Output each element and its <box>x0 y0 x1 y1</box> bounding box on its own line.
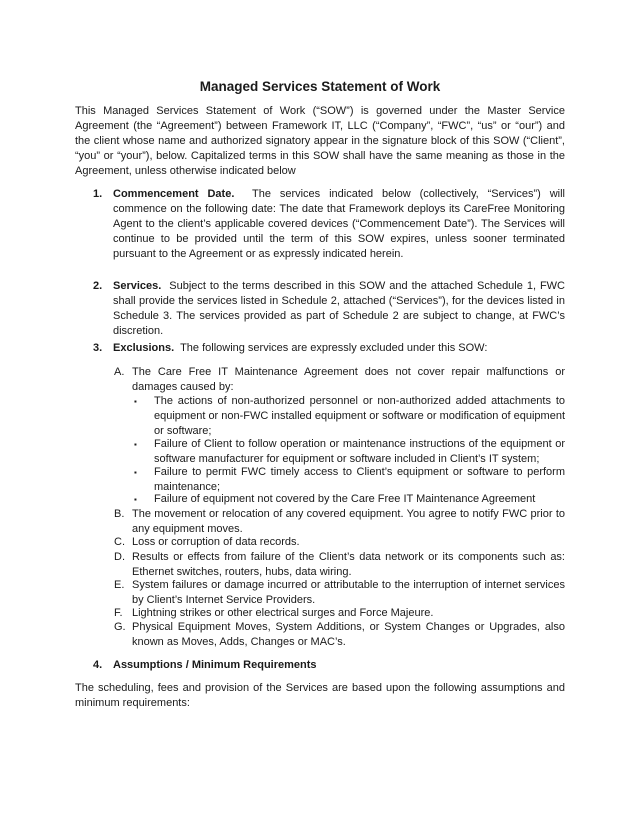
exclusion-letter: A. <box>114 366 125 378</box>
section-number: 1. <box>93 188 103 200</box>
section-number: 3. <box>93 342 103 354</box>
cause-text: Failure of Client to follow operation or maintenance instructions of the equipment or software manufacturer for equipment or software included in Client’s IT system; <box>154 438 565 465</box>
closing-paragraph: The scheduling, fees and provision of the Services are based upon the following assumptions and minimum requirements: <box>75 682 565 709</box>
intro-paragraph: This Managed Services Statement of Work (“SOW”) is governed under the Master Service Agreement (the “Agreement”) between Framework IT, LLC (“Company”, “FWC”, “us” or “our”) and the client whose name and authorized signatory appear in the signature block of this SOW (“Client”, “you” or “your”), below. Capitalized terms in this SOW shall have the same meaning as those in the Agreement, unless otherwise indicated below <box>75 105 565 177</box>
section-text: Subject to the terms described in this SOW and the attached Schedule 1, FWC shall provide the services listed in Schedule 2, attached (“Services”), for the devices listed in Schedule 3. The services provided as part of Schedule 2 are subject to change, at FWC’s discretion. <box>113 280 566 337</box>
exclusion-item-f <box>114 606 565 621</box>
bullet-icon: ▪ <box>134 468 137 477</box>
cause-text: Failure to permit FWC timely access to Client’s equipment or software to perform maintenance; <box>154 466 565 493</box>
exclusion-letter: B. <box>114 508 125 520</box>
cause-bullet <box>134 394 565 439</box>
section-assumptions <box>93 658 565 673</box>
section-exclusions <box>93 341 565 356</box>
exclusion-text: Physical Equipment Moves, System Additions, or System Changes or Upgrades, also known as Moves, Adds, Changes or MAC’s. <box>132 621 565 648</box>
cause-text: Failure of equipment not covered by the Care Free IT Maintenance Agreement <box>154 493 536 505</box>
exclusion-item-d <box>114 550 565 580</box>
exclusion-item-e <box>114 578 565 608</box>
exclusion-item-a <box>114 365 565 395</box>
exclusion-text: The movement or relocation of any covered equipment. You agree to notify FWC prior to any equipment moves. <box>132 508 565 535</box>
exclusion-item-c <box>114 535 565 550</box>
exclusion-letter: E. <box>114 579 125 591</box>
bullet-icon: ▪ <box>134 495 137 504</box>
cause-bullet <box>134 492 565 507</box>
exclusion-letter: C. <box>114 536 125 548</box>
exclusion-text: Lightning strikes or other electrical surges and Force Majeure. <box>132 607 434 619</box>
exclusion-letter: F. <box>114 607 123 619</box>
section-heading: Commencement Date. <box>113 188 235 200</box>
section-text: The services indicated below (collectively, “Services”) will commence on the following date: The date that Framework deploys its CareFree Monitoring Agent to the client’s applicable covered devices (“Commencement Date”). The Services will continue to be provided until the term of this SOW expires, unless sooner terminated pursuant to the Agreement or as expressly indicated herein. <box>113 188 565 260</box>
cause-bullet <box>134 465 565 495</box>
cause-bullet <box>134 437 565 467</box>
exclusion-item-g <box>114 620 565 650</box>
section-heading: Assumptions / Minimum Requirements <box>113 659 317 671</box>
exclusion-item-b <box>114 507 565 537</box>
exclusion-text: Results or effects from failure of the Client’s data network or its components such as: Ethernet switches, routers, hubs, data wiring. <box>132 551 565 578</box>
section-heading: Exclusions. <box>113 342 175 354</box>
exclusion-text: Loss or corruption of data records. <box>132 536 300 548</box>
exclusion-letter: G. <box>114 621 126 633</box>
bullet-icon: ▪ <box>134 397 137 406</box>
cause-text: The actions of non-authorized personnel or non-authorized added attachments to equipment or non-FWC installed equipment or software or modification of equipment or software; <box>154 395 565 437</box>
exclusion-text: System failures or damage incurred or attributable to the interruption of internet services by Client’s Internet Service Providers. <box>132 579 565 606</box>
bullet-icon: ▪ <box>134 440 137 449</box>
section-number: 4. <box>93 659 103 671</box>
section-text: The following services are expressly excluded under this SOW: <box>180 342 488 354</box>
page-title: Managed Services Statement of Work <box>199 79 441 94</box>
exclusion-text: The Care Free IT Maintenance Agreement does not cover repair malfunctions or damages caused by: <box>132 366 565 393</box>
section-commencement-date <box>93 187 565 262</box>
section-services <box>93 279 565 339</box>
exclusion-letter: D. <box>114 551 125 563</box>
section-number: 2. <box>93 280 103 292</box>
section-heading: Services. <box>113 280 162 292</box>
